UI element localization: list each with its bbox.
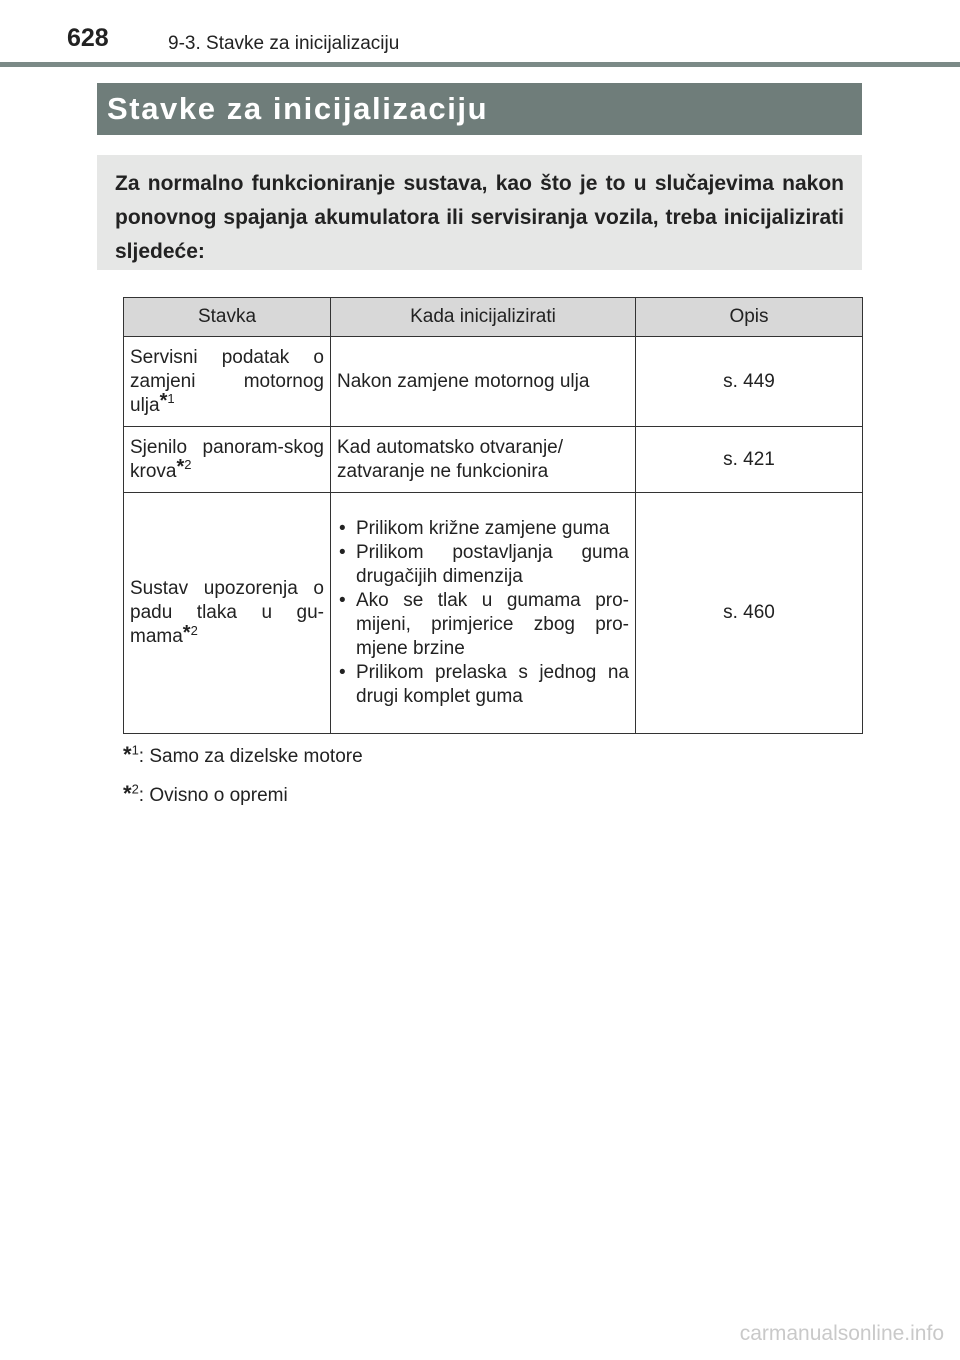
item-label: Sjenilo panoram-skog krova	[130, 436, 324, 482]
when-list	[337, 517, 629, 709]
footnote: *$^2$: Ovisno o opremi	[123, 781, 288, 806]
when-cell	[331, 493, 636, 734]
page-reference: s. 460	[636, 493, 863, 734]
list-item: • Prilikom križne zamjene guma	[337, 517, 629, 541]
footnote-marker: *2	[176, 456, 192, 479]
table-row	[124, 427, 863, 493]
intro-box	[97, 155, 862, 270]
running-title: 9-3. Stavke za inicijalizaciju	[168, 33, 400, 54]
item-cell	[124, 427, 331, 493]
section-title-bar	[97, 83, 862, 135]
intro-text: Za normalno funkcioniranje sustava, kao što je to u slučajevima nakon ponovnog spajanja akumulatora ili servisiranja vozila, treba inicijalizirati sljedeće:	[115, 172, 844, 263]
footnote: *$^1$: Samo za dizelske motore	[123, 742, 363, 767]
item-cell	[124, 337, 331, 427]
page-reference: s. 421	[636, 427, 863, 493]
page-number: 628	[67, 24, 109, 52]
list-item: • Prilikom postavljanja guma drugačijih dimenzija	[337, 541, 629, 589]
table-row	[124, 493, 863, 734]
list-item: • Prilikom prelaska s jednog na drugi komplet guma	[337, 661, 629, 709]
list-item: • Ako se tlak u gumama pro-mijeni, primjerice zbog pro-mjene brzine	[337, 589, 629, 661]
table-header-row	[124, 298, 863, 337]
column-header-when: Kada inicijalizirati	[331, 298, 636, 337]
footnote-marker: *1	[159, 390, 175, 413]
page-reference: s. 449	[636, 337, 863, 427]
column-header-description: Opis	[636, 298, 863, 337]
item-label: Sustav upozorenja o padu tlaka u gu-mama	[130, 578, 324, 647]
watermark: carmanualsonline.info	[739, 1322, 944, 1345]
when-cell: Nakon zamjene motornog ulja	[331, 337, 636, 427]
item-label: Servisni podatak o zamjeni motornog ulja	[130, 346, 324, 416]
header-rule	[0, 62, 960, 67]
section-title: Stavke za inicijalizaciju	[107, 91, 489, 126]
footnote-marker: *2	[182, 621, 198, 644]
table-row	[124, 337, 863, 427]
initialization-table	[123, 297, 863, 734]
column-header-item: Stavka	[124, 298, 331, 337]
item-cell	[124, 493, 331, 734]
when-cell: Kad automatsko otvaranje/ zatvaranje ne funkcionira	[331, 427, 636, 493]
